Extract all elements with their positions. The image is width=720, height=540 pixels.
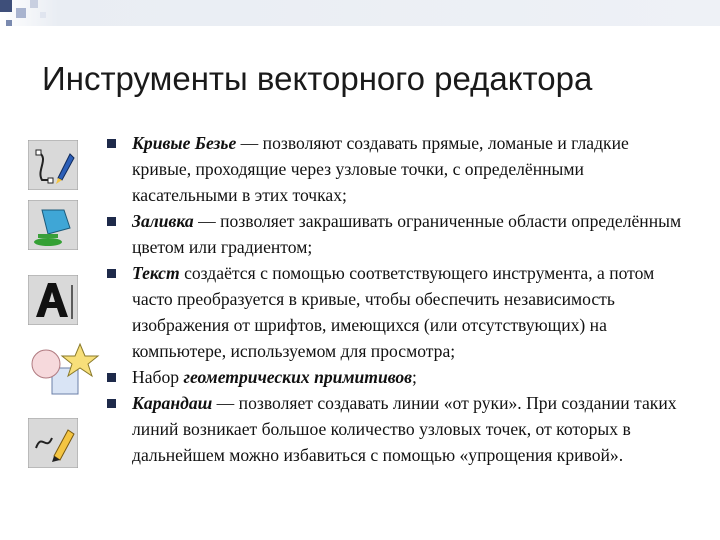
item-text: создаётся с помощью соответствующего инструмента, а потом часто преобразуется в кривые, чтобы обеспечить независимость изображения от шрифтов, имеющихся (или отсутствующих) на компьютере, используемом для просмотра; (132, 263, 655, 361)
shapes-primitives-icon (28, 340, 104, 400)
list-item (100, 390, 690, 468)
bullet-square-icon (107, 399, 116, 408)
list-item (100, 364, 690, 390)
item-prefix: Набор (132, 367, 184, 387)
item-text: — позволяет закрашивать ограниченные области определённым цветом или градиентом; (132, 211, 682, 257)
item-text: — позволяют создавать прямые, ломаные и гладкие кривые, проходящие через узловые точки, с определёнными касательными в этих точках; (132, 133, 629, 205)
bullet-square-icon (107, 139, 116, 148)
list-item (100, 208, 690, 260)
term-bezier: Кривые Безье (132, 133, 237, 153)
bezier-curve-icon (28, 140, 78, 190)
decor-square (0, 0, 12, 12)
bullet-square-icon (107, 373, 116, 382)
list-item (100, 260, 690, 364)
decorative-header-bar (0, 0, 720, 34)
decor-square (6, 20, 12, 26)
bullet-square-icon (107, 217, 116, 226)
decor-square (30, 0, 38, 8)
feature-list (100, 130, 690, 468)
item-text: — позволяет создавать линии «от руки». При создании таких линий возникает большое количество узловых точек, от которых в дальнейшем можно избавиться с помощью «упрощения кривой». (132, 393, 677, 465)
list-item (100, 130, 690, 208)
term-primitives: геометрических примитивов (183, 367, 413, 387)
pencil-icon (28, 418, 78, 468)
fill-bucket-icon (28, 200, 78, 250)
decor-square (40, 12, 46, 18)
slide-title: Инструменты векторного редактора (42, 60, 593, 97)
term-pencil: Карандаш (132, 393, 213, 413)
header-gradient (0, 0, 720, 34)
item-text: ; (412, 367, 417, 387)
term-text: Текст (132, 263, 180, 283)
decor-square (16, 8, 26, 18)
text-tool-icon (28, 275, 78, 325)
term-fill: Заливка (132, 211, 194, 231)
bullet-square-icon (107, 269, 116, 278)
